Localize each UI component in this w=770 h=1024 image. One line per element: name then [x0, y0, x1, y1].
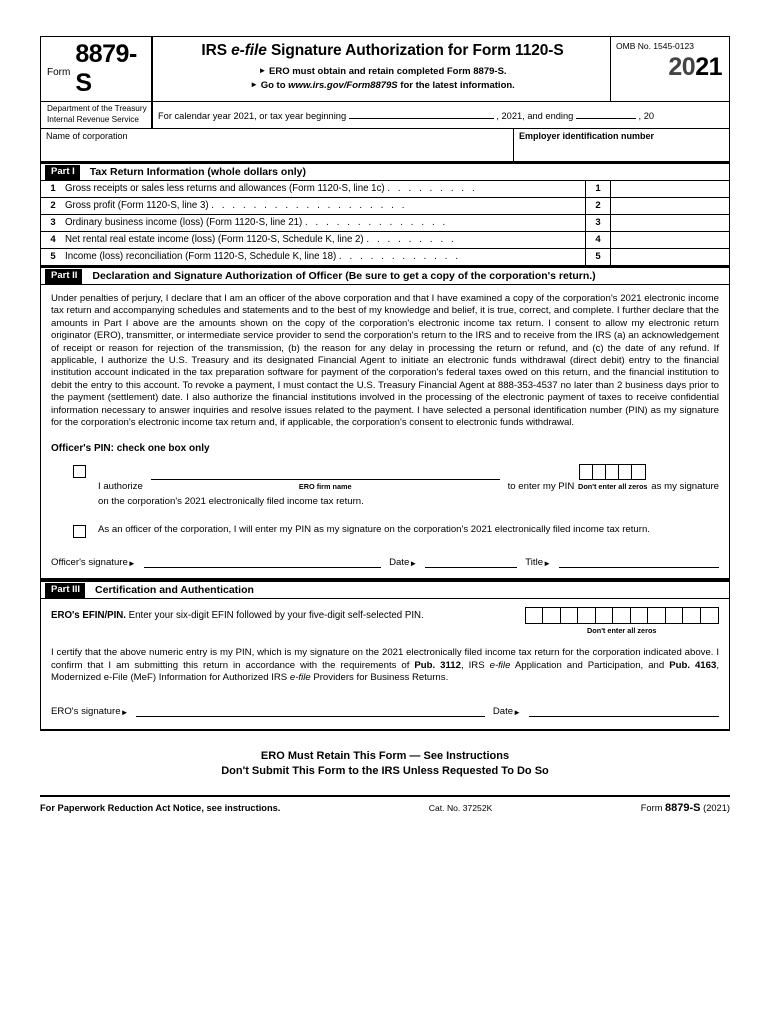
efin-instruction — [51, 607, 525, 621]
dot-leader: . . . . . . . . . — [387, 183, 478, 194]
line-text — [65, 198, 585, 214]
pin-option-2 — [51, 524, 719, 538]
line-box-number: 1 — [585, 181, 611, 197]
line-desc: Net rental real estate income (loss) (Form 1120-S, Schedule K, line 2) — [65, 234, 364, 245]
efin-pin-boxes[interactable] — [525, 607, 720, 624]
calyear-pre: For calendar year 2021, or tax year beginning — [158, 111, 347, 121]
line-value-input[interactable] — [611, 181, 729, 197]
part2-body — [40, 285, 730, 580]
form-title — [161, 42, 604, 60]
retain-line-2: Don't Submit This Form to the IRS Unless Requested To Do So — [221, 764, 549, 777]
certification-paragraph — [51, 647, 719, 684]
line-value-input[interactable] — [611, 215, 729, 231]
bullet2-post: for the latest information. — [397, 80, 515, 91]
footer-form-word: Form — [640, 802, 666, 813]
pin-digit-1[interactable] — [580, 465, 593, 479]
table-row — [41, 249, 729, 265]
line-number: 2 — [50, 200, 56, 211]
line-text — [65, 249, 585, 265]
authorize-label: I authorize — [98, 481, 143, 493]
tax-year-century: 20 — [668, 53, 696, 81]
ero-pin-digit-1[interactable] — [631, 608, 649, 623]
ero-pin-digit-3[interactable] — [666, 608, 684, 623]
line-number: 1 — [50, 183, 56, 194]
officer-signature-row — [51, 556, 719, 568]
officer-title-input[interactable] — [559, 556, 719, 568]
ero-date-label: Date — [492, 705, 514, 717]
part1-title: Tax Return Information (whole dollars only) — [89, 166, 306, 178]
cert-1: I certify that the above numeric entry is my PIN, which is my signature on the 2021 electronically filed income tax return for the corporation indicated above. I confirm that I am submitting this return in accordance with the requirements of — [51, 647, 719, 671]
dot-leader: . . . . . . . . . . . . . . — [304, 217, 448, 228]
ero-pin-digit-5[interactable] — [701, 608, 719, 623]
form-word: Form — [47, 67, 71, 78]
calendar-year-row — [153, 102, 729, 128]
footer-form-id — [641, 802, 730, 814]
checkbox-option-1[interactable] — [73, 465, 86, 478]
title-post: Signature Authorization for Form 1120-S — [266, 42, 564, 59]
pub-4163-link[interactable]: Pub. 4163 — [669, 659, 717, 671]
pin-digit-3[interactable] — [606, 465, 619, 479]
line-value-input[interactable] — [611, 232, 729, 248]
calyear-post: , 20 — [638, 111, 655, 121]
efin-row — [51, 607, 719, 635]
table-row — [41, 215, 729, 232]
bullet2-pre: Go to — [260, 80, 289, 91]
officer-signature-input[interactable] — [144, 556, 381, 568]
checkbox-option-2[interactable] — [73, 525, 86, 538]
form-title-block — [153, 37, 611, 101]
catalog-number: Cat. No. 37252K — [428, 802, 493, 813]
arrow-icon: ► — [250, 80, 259, 89]
tax-year-yy: 21 — [695, 53, 722, 81]
arrow-icon: ► — [120, 707, 129, 717]
form-header — [40, 36, 730, 102]
part1-lines — [40, 181, 730, 266]
part2-header — [40, 266, 730, 285]
ein-label: Employer identification number — [519, 131, 655, 141]
ero-signature-row — [51, 705, 719, 717]
cert-4: , Modernized e-File (MeF) Information for Authorized IRS — [51, 659, 719, 684]
line-value-input[interactable] — [611, 249, 729, 265]
cert-efile-1: e-file — [489, 659, 511, 671]
table-row — [41, 181, 729, 198]
part3-label: Part III — [45, 583, 85, 598]
irs-url-link[interactable]: www.irs.gov/Form8879S — [288, 80, 398, 91]
calyear-end-input[interactable] — [576, 109, 636, 119]
tax-year — [616, 53, 725, 82]
line-box-number: 4 — [585, 232, 611, 248]
officer-signature-label: Officer's signature — [51, 557, 128, 569]
as-my-signature-label: as my signature — [651, 481, 719, 493]
ero-firm-name-input[interactable] — [151, 468, 500, 480]
efin-boxes-wrap — [525, 607, 720, 635]
part3-header — [40, 580, 730, 599]
pub-3112-link[interactable]: Pub. 3112 — [414, 659, 461, 671]
line-box-number: 3 — [585, 215, 611, 231]
officer-pin-wrap — [574, 464, 651, 493]
ein-field[interactable] — [514, 129, 729, 161]
pin-digit-2[interactable] — [593, 465, 606, 479]
arrow-icon: ► — [127, 559, 136, 569]
efin-digit-6[interactable] — [613, 608, 631, 623]
pin-option-2-text: As an officer of the corporation, I will enter my PIN as my signature on the corporation's 2021 electronically filed income tax return. — [98, 524, 650, 536]
pin-option-1-body — [98, 464, 719, 508]
dot-leader: . . . . . . . . . . . . — [338, 251, 461, 262]
cert-2: , IRS — [460, 659, 490, 671]
part3-title: Certification and Authentication — [95, 584, 254, 597]
efin-zeros-note: Don't enter all zeros — [587, 626, 657, 636]
dot-leader: . . . . . . . . . — [366, 234, 457, 245]
officer-pin-heading: Officer's PIN: check one box only — [51, 443, 210, 455]
form-number-block — [41, 37, 153, 101]
pin-digit-4[interactable] — [619, 465, 632, 479]
line-text — [65, 215, 585, 231]
ero-pin-digit-2[interactable] — [648, 608, 666, 623]
retain-notice — [40, 749, 730, 779]
footer-row — [40, 797, 730, 814]
line-number: 5 — [50, 251, 56, 262]
ero-firm-name-wrap — [143, 468, 508, 493]
efin-digit-5[interactable] — [596, 608, 614, 623]
cert-efile-2: e-file — [289, 672, 311, 684]
header-bullet-1 — [161, 66, 604, 77]
part3-body — [40, 599, 730, 730]
efin-digit-4[interactable] — [578, 608, 596, 623]
ero-signature-label: ERO's signature — [51, 705, 121, 717]
omb-block — [611, 37, 729, 101]
retain-line-1: ERO Must Retain This Form — See Instructions — [260, 749, 510, 762]
calyear-mid: , 2021, and ending — [496, 111, 574, 121]
part2-title: Declaration and Signature Authorization of Officer (Be sure to get a copy of the corporation's return.) — [92, 270, 596, 282]
arrow-icon: ► — [513, 707, 521, 717]
title-efile: e-file — [231, 42, 267, 59]
department-line-2: Internal Revenue Service — [47, 115, 139, 124]
line-text — [65, 232, 585, 248]
line-desc: Gross profit (Form 1120-S, line 3) — [65, 200, 209, 211]
line-desc: Gross receipts or sales less returns and allowances (Form 1120-S, line 1c) — [65, 183, 385, 194]
department-line-1: Department of the Treasury — [47, 104, 147, 113]
enter-pin-label: to enter my PIN — [507, 481, 575, 493]
line-box-number: 2 — [585, 198, 611, 214]
officer-pin-boxes[interactable] — [579, 464, 646, 480]
pin-option-1 — [51, 464, 719, 508]
form-number: 8879-S — [75, 40, 137, 97]
line-text — [65, 181, 585, 197]
part1-label: Part I — [45, 165, 80, 180]
authorize-line — [98, 464, 719, 493]
paperwork-notice: For Paperwork Reduction Act Notice, see instructions. — [40, 802, 281, 813]
efin-label: ERO's EFIN/PIN. — [51, 610, 126, 622]
table-row — [41, 232, 729, 249]
ero-signature-input[interactable] — [136, 705, 484, 717]
department-block — [41, 102, 153, 128]
part2-label: Part II — [45, 269, 82, 284]
arrow-icon: ► — [409, 559, 418, 569]
pin-digit-5[interactable] — [632, 465, 645, 479]
cert-3: Application and Participation, and — [510, 659, 670, 671]
line-value-input[interactable] — [611, 198, 729, 214]
corporation-name-field[interactable] — [41, 129, 514, 161]
omb-number: OMB No. 1545-0123 — [616, 41, 694, 51]
line-desc: Income (loss) reconciliation (Form 1120-S, Schedule K, line 18) — [65, 251, 337, 262]
footer-form-number: 8879-S — [665, 801, 701, 814]
line-desc: Ordinary business income (loss) (Form 1120-S, line 21) — [65, 217, 303, 228]
table-row — [41, 198, 729, 215]
officer-date-input[interactable] — [425, 556, 517, 568]
efin-digit-1[interactable] — [526, 608, 544, 623]
footer-form-year: (2021) — [700, 802, 730, 813]
line-box-number: 5 — [585, 249, 611, 265]
name-ein-row — [40, 129, 730, 162]
bullet1-text: ERO must obtain and retain completed Form 8879-S. — [269, 66, 507, 77]
title-pre: IRS — [201, 42, 232, 59]
date-label: Date — [389, 557, 410, 569]
dept-calyear-row — [40, 102, 730, 129]
line-number: 3 — [50, 217, 56, 228]
declaration-paragraph: Under penalties of perjury, I declare that I am an officer of the above corporation and that I have examined a copy of the corporation's 2021 electronic income tax return and accompanying schedules and statements and to the best of my knowledge and belief, it is true, correct, and complete. I further declare that the amounts in Part I above are the amounts shown on the copy of the corporation's electronic income tax return. I consent to allow my electronic return originator (ERO), transmitter, or intermediate service provider to send the corporation's return to the IRS and to receive from the IRS (a) an acknowledgement of receipt or reason for rejection of the transmission, (b) the reason for any delay in processing the return or refund, and (c) the date of any refund. If applicable, I authorize the U.S. Treasury and its designated Financial Agent to initiate an electronic funds withdrawal (direct debit) entry to the financial institution account indicated in the tax preparation software for payment of the corporation's federal taxes owed on this return, and the financial institution to debit the entry to this account. To revoke a payment, I must contact the U.S. Treasury Financial Agent at 888-353-4537 no later than 2 business days prior to the payment (settlement) date. I also authorize the financial institutions involved in the processing of the electronic payment of taxes to receive confidential information necessary to answer inquiries and resolve issues related to the payment. I have selected a personal identification number (PIN) as my signature for the corporation's electronic income tax return and, if applicable, the corporation's consent to electronic funds withdrawal. — [51, 293, 719, 429]
calyear-begin-input[interactable] — [349, 109, 494, 119]
efin-digit-2[interactable] — [543, 608, 561, 623]
dot-leader: . . . . . . . . . . . . . . . . . . . — [211, 200, 408, 211]
pin-zeros-note: Don't enter all zeros — [578, 482, 648, 492]
ero-pin-digit-4[interactable] — [683, 608, 701, 623]
efin-digit-3[interactable] — [561, 608, 579, 623]
ero-date-input[interactable] — [529, 705, 719, 717]
corporation-name-label: Name of corporation — [46, 131, 128, 141]
arrow-icon: ► — [543, 559, 551, 569]
efin-text: Enter your six-digit EFIN followed by your five-digit self-selected PIN. — [125, 610, 424, 622]
arrow-icon: ► — [258, 66, 267, 75]
cert-5: Providers for Business Returns. — [310, 672, 449, 684]
header-bullet-2 — [161, 80, 604, 91]
pin-option-1-line2: on the corporation's 2021 electronically filed income tax return. — [98, 495, 364, 507]
line-number: 4 — [50, 234, 56, 245]
ero-firm-name-caption: ERO firm name — [298, 482, 352, 492]
part1-header — [40, 162, 730, 181]
title-label: Title — [525, 557, 544, 569]
